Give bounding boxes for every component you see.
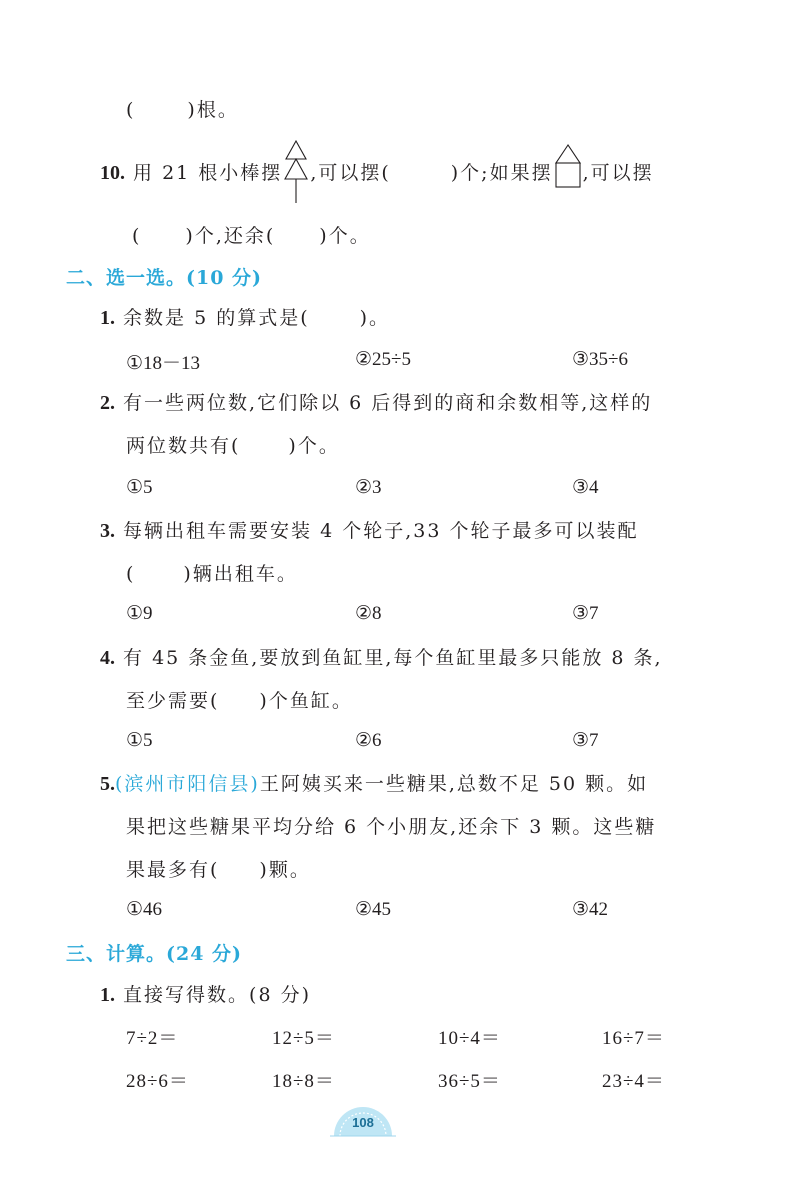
source-tag: (滨州市阳信县) [115, 773, 260, 795]
question-text: 直接写得数。(8 分) [123, 984, 312, 1006]
question-text: 用 21 根小棒摆 [133, 162, 283, 184]
option-3[interactable]: ③4 [572, 477, 599, 498]
option-1[interactable]: ①18－13 [126, 353, 201, 374]
question-text: )个。 [288, 435, 340, 457]
option-1[interactable]: ①46 [126, 899, 163, 920]
section2-question-4-line1 [100, 645, 663, 671]
question-10-line1 [100, 160, 654, 187]
calc-item: 12÷5＝ [272, 1028, 335, 1049]
section-3-title: 三、计算。(24 分) [66, 943, 243, 965]
calc-item: 16÷7＝ [602, 1028, 665, 1049]
question-text: 至少需要( [126, 690, 220, 712]
question-text: )个。 [319, 225, 371, 247]
question-number: 1. [100, 307, 115, 329]
section2-question-1 [100, 305, 390, 331]
question-text: 余数是 5 的算式是( [123, 307, 310, 329]
question-number: 10. [100, 162, 125, 184]
calc-item: 28÷6＝ [126, 1071, 189, 1092]
page-number-badge [330, 1102, 396, 1138]
calc-item: 36÷5＝ [438, 1071, 501, 1092]
question-text: )个;如果摆 [450, 162, 553, 184]
option-1[interactable]: ①5 [126, 477, 153, 498]
q9-close-text: )根。 [187, 99, 239, 121]
section2-question-3-line2 [126, 561, 298, 587]
section2-question-2-line2 [126, 433, 340, 459]
option-1[interactable]: ①5 [126, 730, 153, 751]
question-text: 有 45 条金鱼,要放到鱼缸里,每个鱼缸里最多只能放 8 条, [123, 647, 663, 669]
section2-question-5-line2 [126, 814, 656, 840]
question-text: )个鱼缸。 [259, 690, 353, 712]
option-3[interactable]: ③42 [572, 899, 609, 920]
section2-question-5-line3 [126, 857, 311, 883]
option-2[interactable]: ②8 [355, 603, 382, 624]
option-1[interactable]: ①9 [126, 603, 153, 624]
question-text: 每辆出租车需要安装 4 个轮子,33 个轮子最多可以装配 [123, 520, 639, 542]
option-3[interactable]: ③7 [572, 730, 599, 751]
question-number: 4. [100, 647, 115, 669]
section2-question-4-line2 [126, 688, 353, 714]
open-paren: ( [132, 225, 142, 247]
question-text: 有一些两位数,它们除以 6 后得到的商和余数相等,这样的 [123, 392, 653, 414]
option-2[interactable]: ②45 [355, 899, 392, 920]
question-text: ,可以摆( [310, 162, 391, 184]
calc-item: 10÷4＝ [438, 1028, 501, 1049]
q9-tail [126, 97, 239, 123]
calc-item: 18÷8＝ [272, 1071, 335, 1092]
question-10-line2 [132, 223, 371, 249]
question-text: 两位数共有( [126, 435, 241, 457]
stick-house-figure-icon [553, 143, 583, 189]
stick-tree-figure-icon [282, 139, 310, 205]
question-number: 3. [100, 520, 115, 542]
option-2[interactable]: ②25÷5 [355, 349, 411, 370]
section2-question-5-line1 [100, 771, 648, 797]
calc-item: 7÷2＝ [126, 1028, 179, 1049]
section-2-title: 二、选一选。(10 分) [66, 267, 263, 289]
question-text: 果把这些糖果平均分给 6 个小朋友,还余下 3 颗。这些糖 [126, 816, 657, 838]
question-text: )颗。 [259, 859, 311, 881]
question-number: 5. [100, 773, 115, 795]
calc-item: 23÷4＝ [602, 1071, 665, 1092]
question-text: 果最多有( [126, 859, 220, 881]
page-number: 108 [352, 1115, 374, 1130]
option-2[interactable]: ②6 [355, 730, 382, 751]
question-text: ,可以摆 [582, 162, 654, 184]
open-paren: ( [126, 563, 136, 585]
question-text: 王阿姨买来一些糖果,总数不足 50 颗。如 [259, 773, 649, 795]
question-text: )辆出租车。 [183, 563, 298, 585]
option-3[interactable]: ③7 [572, 603, 599, 624]
section2-question-3-line1 [100, 518, 638, 544]
q9-open-paren: ( [126, 99, 136, 121]
option-2[interactable]: ②3 [355, 477, 382, 498]
section2-question-2-line1 [100, 390, 652, 416]
question-text: )个,还余( [185, 225, 276, 247]
question-number: 2. [100, 392, 115, 414]
section3-question-1 [100, 982, 311, 1008]
question-number: 1. [100, 984, 115, 1006]
option-3[interactable]: ③35÷6 [572, 349, 628, 370]
question-text: )。 [359, 307, 391, 329]
